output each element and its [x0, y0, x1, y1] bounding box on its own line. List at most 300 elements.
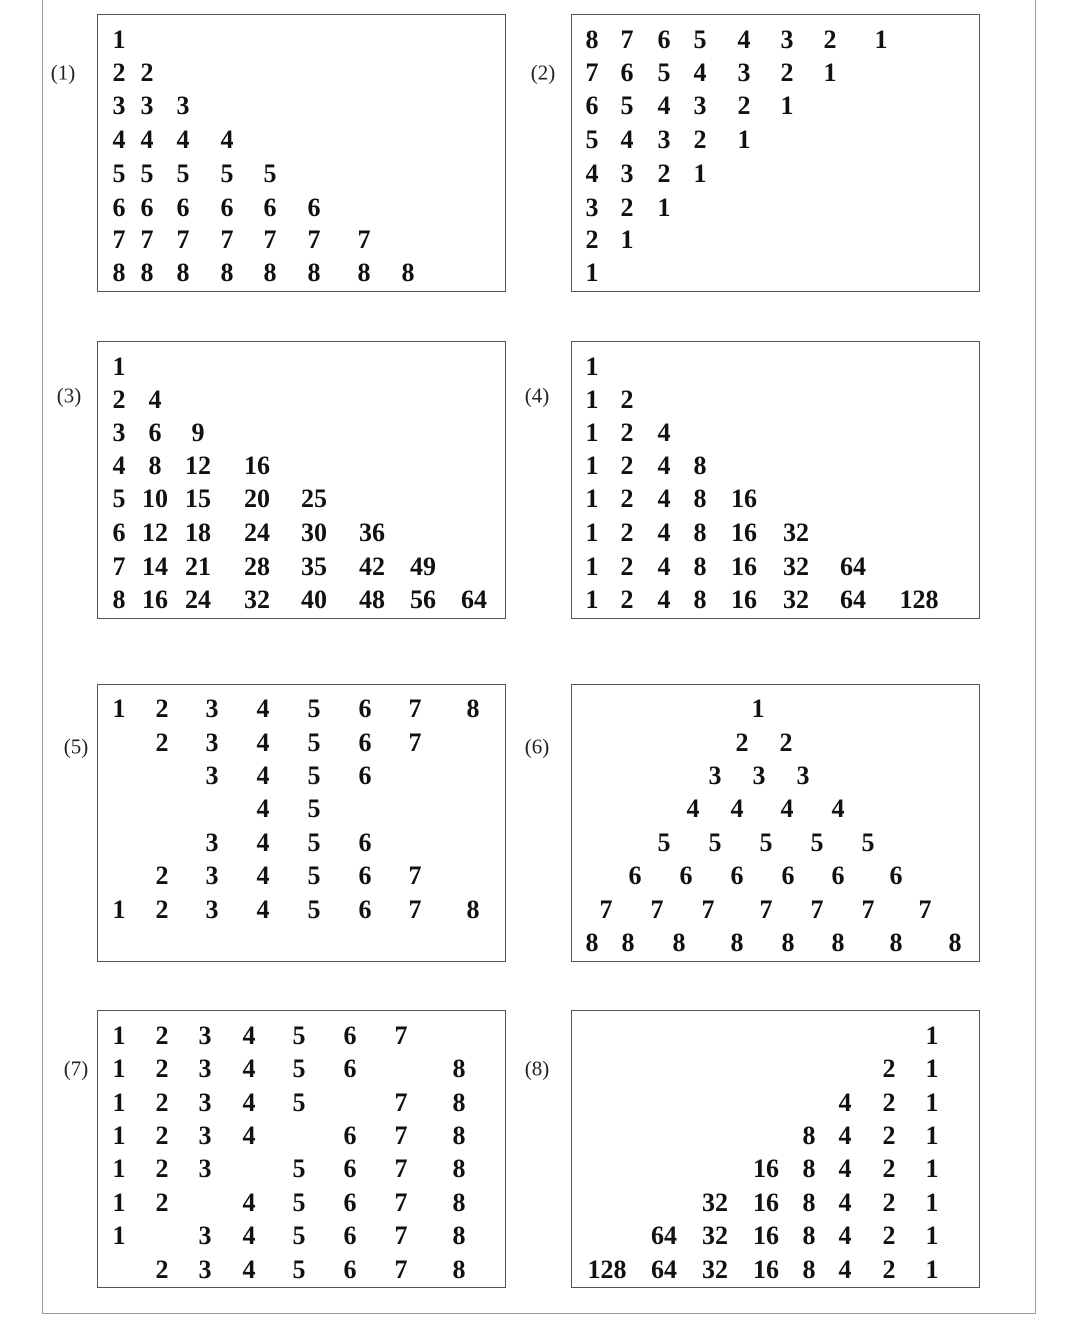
pattern-number: 6 — [831, 861, 845, 890]
pattern-number: 6 — [307, 193, 321, 222]
pattern-number: 7 — [176, 225, 190, 254]
pattern-number: 1 — [585, 484, 599, 513]
pattern-number: 1 — [874, 25, 888, 54]
pattern-number: 4 — [686, 794, 700, 823]
pattern-number: 5 — [292, 1054, 306, 1083]
pattern-number: 1 — [112, 25, 126, 54]
pattern-number: 3 — [205, 861, 219, 890]
pattern-number: 4 — [838, 1154, 852, 1183]
pattern-number: 2 — [620, 552, 634, 581]
pattern-number: 128 — [899, 585, 939, 614]
pattern-number: 5 — [307, 728, 321, 757]
pattern-number: 2 — [155, 1188, 169, 1217]
pattern-number: 1 — [112, 1154, 126, 1183]
pattern-number: 5 — [307, 761, 321, 790]
pattern-number: 4 — [242, 1255, 256, 1284]
pattern-number: 8 — [831, 928, 845, 957]
pattern-number: 7 — [408, 728, 422, 757]
pattern-number: 2 — [693, 125, 707, 154]
pattern-number: 7 — [394, 1221, 408, 1250]
pattern-number: 3 — [205, 728, 219, 757]
pattern-number: 4 — [176, 125, 190, 154]
pattern-number: 8 — [585, 928, 599, 957]
pattern-number: 6 — [358, 828, 372, 857]
pattern-number: 1 — [925, 1088, 939, 1117]
pattern-number: 12 — [142, 518, 168, 547]
pattern-number: 6 — [358, 861, 372, 890]
pattern-number: 4 — [242, 1054, 256, 1083]
pattern-number: 5 — [292, 1188, 306, 1217]
pattern-number: 7 — [918, 895, 932, 924]
pattern-number: 6 — [176, 193, 190, 222]
pattern-number: 36 — [359, 518, 385, 547]
pattern-number: 6 — [343, 1188, 357, 1217]
pattern-number: 24 — [244, 518, 270, 547]
pattern-number: 5 — [693, 25, 707, 54]
pattern-number: 1 — [925, 1255, 939, 1284]
pattern-number: 5 — [292, 1021, 306, 1050]
pattern-number: 8 — [672, 928, 686, 957]
pattern-number: 8 — [452, 1255, 466, 1284]
pattern-number: 4 — [838, 1221, 852, 1250]
pattern-number: 16 — [142, 585, 168, 614]
pattern-number: 4 — [242, 1088, 256, 1117]
pattern-number: 3 — [752, 761, 766, 790]
pattern-number: 32 — [702, 1221, 728, 1250]
pattern-number: 6 — [112, 518, 126, 547]
pattern-number: 2 — [112, 58, 126, 87]
pattern-number: 1 — [112, 1021, 126, 1050]
pattern-number: 64 — [840, 585, 866, 614]
pattern-label: (4) — [524, 383, 550, 408]
pattern-number: 5 — [176, 159, 190, 188]
pattern-number: 16 — [753, 1154, 779, 1183]
pattern-number: 56 — [410, 585, 436, 614]
pattern-number: 2 — [140, 58, 154, 87]
pattern-number: 7 — [585, 58, 599, 87]
pattern-number: 28 — [244, 552, 270, 581]
pattern-number: 4 — [148, 385, 162, 414]
pattern-number: 128 — [587, 1255, 627, 1284]
pattern-number: 8 — [148, 451, 162, 480]
pattern-number: 2 — [737, 91, 751, 120]
pattern-number: 2 — [585, 225, 599, 254]
pattern-number: 1 — [925, 1221, 939, 1250]
pattern-number: 6 — [657, 25, 671, 54]
pattern-number: 64 — [461, 585, 487, 614]
pattern-number: 3 — [140, 91, 154, 120]
pattern-number: 8 — [621, 928, 635, 957]
pattern-number: 5 — [112, 484, 126, 513]
pattern-number: 4 — [112, 451, 126, 480]
pattern-number: 20 — [244, 484, 270, 513]
pattern-number: 4 — [838, 1121, 852, 1150]
pattern-number: 1 — [112, 1221, 126, 1250]
pattern-number: 6 — [358, 728, 372, 757]
pattern-number: 3 — [112, 418, 126, 447]
pattern-number: 2 — [779, 728, 793, 757]
pattern-number: 2 — [155, 895, 169, 924]
pattern-number: 8 — [452, 1188, 466, 1217]
pattern-number: 3 — [585, 193, 599, 222]
pattern-number: 6 — [343, 1121, 357, 1150]
pattern-number: 4 — [657, 552, 671, 581]
pattern-number: 4 — [657, 585, 671, 614]
pattern-number: 12 — [185, 451, 211, 480]
pattern-number: 4 — [838, 1255, 852, 1284]
pattern-number: 3 — [198, 1088, 212, 1117]
pattern-number: 2 — [823, 25, 837, 54]
pattern-number: 32 — [702, 1188, 728, 1217]
pattern-number: 2 — [882, 1054, 896, 1083]
pattern-number: 1 — [925, 1054, 939, 1083]
pattern-number: 5 — [585, 125, 599, 154]
pattern-number: 16 — [244, 451, 270, 480]
pattern-number: 30 — [301, 518, 327, 547]
pattern-number: 3 — [198, 1255, 212, 1284]
pattern-number: 2 — [155, 861, 169, 890]
pattern-number: 8 — [452, 1088, 466, 1117]
pattern-number: 1 — [585, 418, 599, 447]
pattern-number: 6 — [343, 1054, 357, 1083]
pattern-number: 8 — [730, 928, 744, 957]
pattern-number: 2 — [882, 1221, 896, 1250]
pattern-number: 2 — [735, 728, 749, 757]
pattern-number: 10 — [142, 484, 168, 513]
pattern-number: 4 — [693, 58, 707, 87]
pattern-number: 4 — [242, 1221, 256, 1250]
pattern-number: 5 — [861, 828, 875, 857]
pattern-number: 6 — [112, 193, 126, 222]
pattern-number: 7 — [394, 1255, 408, 1284]
pattern-number: 2 — [882, 1121, 896, 1150]
pattern-number: 3 — [198, 1054, 212, 1083]
pattern-number: 16 — [753, 1188, 779, 1217]
pattern-number: 5 — [112, 159, 126, 188]
pattern-number: 3 — [112, 91, 126, 120]
pattern-number: 5 — [810, 828, 824, 857]
pattern-number: 2 — [155, 1021, 169, 1050]
pattern-number: 8 — [693, 484, 707, 513]
pattern-number: 7 — [112, 225, 126, 254]
pattern-number: 1 — [737, 125, 751, 154]
pattern-number: 4 — [112, 125, 126, 154]
pattern-number: 8 — [466, 694, 480, 723]
pattern-number: 5 — [307, 694, 321, 723]
pattern-number: 15 — [185, 484, 211, 513]
pattern-number: 1 — [585, 585, 599, 614]
pattern-number: 8 — [112, 585, 126, 614]
pattern-number: 5 — [292, 1088, 306, 1117]
pattern-number: 6 — [628, 861, 642, 890]
pattern-number: 8 — [802, 1154, 816, 1183]
pattern-number: 3 — [205, 694, 219, 723]
pattern-number: 3 — [205, 761, 219, 790]
pattern-number: 8 — [693, 552, 707, 581]
pattern-number: 32 — [244, 585, 270, 614]
pattern-number: 2 — [620, 585, 634, 614]
pattern-number: 7 — [810, 895, 824, 924]
pattern-number: 2 — [155, 1054, 169, 1083]
pattern-number: 7 — [620, 25, 634, 54]
pattern-number: 8 — [452, 1121, 466, 1150]
pattern-number: 8 — [452, 1054, 466, 1083]
pattern-number: 6 — [730, 861, 744, 890]
pattern-number: 4 — [657, 91, 671, 120]
pattern-number: 8 — [948, 928, 962, 957]
pattern-number: 3 — [205, 895, 219, 924]
pattern-number: 6 — [358, 761, 372, 790]
pattern-number: 4 — [838, 1088, 852, 1117]
pattern-number: 3 — [205, 828, 219, 857]
pattern-number: 1 — [751, 694, 765, 723]
pattern-number: 8 — [401, 258, 415, 287]
pattern-number: 3 — [198, 1221, 212, 1250]
pattern-number: 4 — [256, 694, 270, 723]
pattern-number: 4 — [220, 125, 234, 154]
pattern-number: 8 — [802, 1188, 816, 1217]
pattern-number: 8 — [693, 451, 707, 480]
pattern-number: 8 — [140, 258, 154, 287]
pattern-number: 3 — [198, 1021, 212, 1050]
pattern-number: 4 — [657, 518, 671, 547]
pattern-number: 7 — [701, 895, 715, 924]
pattern-number: 2 — [882, 1088, 896, 1117]
pattern-number: 1 — [780, 91, 794, 120]
pattern-number: 8 — [220, 258, 234, 287]
pattern-label: (1) — [50, 60, 76, 85]
pattern-number: 32 — [783, 552, 809, 581]
pattern-label: (7) — [63, 1056, 89, 1081]
pattern-number: 1 — [823, 58, 837, 87]
pattern-number: 2 — [155, 694, 169, 723]
pattern-number: 3 — [796, 761, 810, 790]
pattern-number: 5 — [307, 861, 321, 890]
pattern-number: 4 — [657, 484, 671, 513]
pattern-number: 5 — [657, 828, 671, 857]
pattern-number: 4 — [140, 125, 154, 154]
pattern-number: 5 — [292, 1255, 306, 1284]
pattern-number: 6 — [781, 861, 795, 890]
pattern-number: 6 — [220, 193, 234, 222]
pattern-number: 1 — [657, 193, 671, 222]
pattern-number: 1 — [585, 451, 599, 480]
pattern-number: 5 — [307, 794, 321, 823]
pattern-number: 7 — [394, 1021, 408, 1050]
pattern-number: 3 — [620, 159, 634, 188]
pattern-number: 1 — [585, 258, 599, 287]
pattern-number: 5 — [657, 58, 671, 87]
pattern-number: 1 — [925, 1121, 939, 1150]
pattern-number: 2 — [882, 1255, 896, 1284]
pattern-number: 4 — [730, 794, 744, 823]
pattern-number: 7 — [394, 1088, 408, 1117]
pattern-number: 4 — [242, 1121, 256, 1150]
pattern-number: 6 — [358, 694, 372, 723]
pattern-number: 1 — [620, 225, 634, 254]
pattern-number: 5 — [759, 828, 773, 857]
pattern-number: 8 — [263, 258, 277, 287]
pattern-number: 4 — [256, 895, 270, 924]
pattern-number: 1 — [925, 1188, 939, 1217]
pattern-number: 8 — [357, 258, 371, 287]
pattern-number: 7 — [357, 225, 371, 254]
pattern-number: 18 — [185, 518, 211, 547]
pattern-number: 2 — [620, 518, 634, 547]
pattern-number: 21 — [185, 552, 211, 581]
pattern-number: 42 — [359, 552, 385, 581]
pattern-number: 1 — [585, 518, 599, 547]
pattern-number: 8 — [781, 928, 795, 957]
pattern-number: 25 — [301, 484, 327, 513]
pattern-number: 5 — [307, 828, 321, 857]
pattern-number: 1 — [112, 352, 126, 381]
pattern-number: 7 — [394, 1154, 408, 1183]
pattern-label: (8) — [524, 1056, 550, 1081]
pattern-number: 6 — [343, 1255, 357, 1284]
pattern-number: 2 — [620, 451, 634, 480]
pattern-number: 5 — [307, 895, 321, 924]
pattern-number: 1 — [925, 1021, 939, 1050]
pattern-number: 8 — [802, 1121, 816, 1150]
pattern-number: 5 — [292, 1221, 306, 1250]
pattern-number: 4 — [256, 761, 270, 790]
pattern-number: 1 — [693, 159, 707, 188]
pattern-number: 64 — [651, 1221, 677, 1250]
pattern-number: 5 — [140, 159, 154, 188]
pattern-number: 7 — [408, 895, 422, 924]
pattern-number: 6 — [140, 193, 154, 222]
pattern-box-1 — [97, 14, 506, 292]
pattern-number: 48 — [359, 585, 385, 614]
pattern-number: 4 — [657, 451, 671, 480]
pattern-number: 3 — [657, 125, 671, 154]
pattern-number: 3 — [198, 1121, 212, 1150]
pattern-label: (5) — [63, 734, 89, 759]
pattern-number: 2 — [155, 1255, 169, 1284]
pattern-number: 3 — [737, 58, 751, 87]
pattern-number: 8 — [802, 1255, 816, 1284]
pattern-number: 4 — [585, 159, 599, 188]
pattern-number: 2 — [882, 1188, 896, 1217]
pattern-number: 2 — [112, 385, 126, 414]
pattern-number: 24 — [185, 585, 211, 614]
pattern-number: 7 — [408, 861, 422, 890]
pattern-number: 6 — [148, 418, 162, 447]
pattern-number: 1 — [585, 352, 599, 381]
pattern-number: 7 — [861, 895, 875, 924]
pattern-number: 5 — [620, 91, 634, 120]
pattern-number: 1 — [925, 1154, 939, 1183]
pattern-number: 64 — [840, 552, 866, 581]
pattern-number: 32 — [783, 585, 809, 614]
pattern-number: 8 — [693, 585, 707, 614]
pattern-number: 7 — [394, 1188, 408, 1217]
pattern-number: 16 — [731, 585, 757, 614]
pattern-number: 2 — [155, 1154, 169, 1183]
pattern-number: 4 — [242, 1021, 256, 1050]
pattern-number: 6 — [585, 91, 599, 120]
pattern-number: 32 — [783, 518, 809, 547]
pattern-number: 3 — [693, 91, 707, 120]
pattern-number: 8 — [176, 258, 190, 287]
pattern-number: 7 — [599, 895, 613, 924]
pattern-number: 3 — [176, 91, 190, 120]
pattern-number: 8 — [452, 1154, 466, 1183]
pattern-number: 2 — [155, 1088, 169, 1117]
pattern-number: 8 — [802, 1221, 816, 1250]
pattern-number: 4 — [780, 794, 794, 823]
pattern-number: 2 — [620, 484, 634, 513]
pattern-number: 4 — [256, 794, 270, 823]
pattern-number: 8 — [889, 928, 903, 957]
pattern-number: 4 — [256, 861, 270, 890]
pattern-number: 2 — [657, 159, 671, 188]
pattern-number: 6 — [343, 1221, 357, 1250]
pattern-number: 8 — [585, 25, 599, 54]
pattern-number: 7 — [140, 225, 154, 254]
pattern-number: 7 — [408, 694, 422, 723]
pattern-number: 64 — [651, 1255, 677, 1284]
pattern-number: 8 — [112, 258, 126, 287]
pattern-number: 1 — [585, 385, 599, 414]
pattern-number: 6 — [263, 193, 277, 222]
pattern-number: 2 — [155, 728, 169, 757]
pattern-number: 5 — [263, 159, 277, 188]
pattern-number: 7 — [112, 552, 126, 581]
pattern-number: 1 — [112, 1088, 126, 1117]
pattern-number: 16 — [731, 518, 757, 547]
pattern-number: 2 — [155, 1121, 169, 1150]
pattern-number: 6 — [679, 861, 693, 890]
pattern-number: 4 — [831, 794, 845, 823]
pattern-label: (2) — [530, 60, 556, 85]
pattern-number: 16 — [753, 1255, 779, 1284]
pattern-number: 4 — [242, 1188, 256, 1217]
pattern-number: 1 — [112, 1121, 126, 1150]
pattern-number: 1 — [112, 895, 126, 924]
pattern-number: 49 — [410, 552, 436, 581]
pattern-number: 1 — [585, 552, 599, 581]
pattern-number: 4 — [256, 828, 270, 857]
pattern-number: 16 — [731, 484, 757, 513]
pattern-number: 14 — [142, 552, 168, 581]
pattern-number: 8 — [466, 895, 480, 924]
pattern-number: 3 — [780, 25, 794, 54]
pattern-number: 1 — [112, 694, 126, 723]
pattern-label: (3) — [56, 383, 82, 408]
pattern-number: 5 — [292, 1154, 306, 1183]
pattern-number: 8 — [693, 518, 707, 547]
pattern-number: 35 — [301, 552, 327, 581]
pattern-number: 4 — [838, 1188, 852, 1217]
pattern-number: 6 — [889, 861, 903, 890]
pattern-number: 7 — [263, 225, 277, 254]
pattern-number: 4 — [256, 728, 270, 757]
pattern-number: 1 — [112, 1054, 126, 1083]
pattern-number: 5 — [220, 159, 234, 188]
pattern-number: 9 — [191, 418, 205, 447]
pattern-number: 2 — [882, 1154, 896, 1183]
pattern-number: 7 — [759, 895, 773, 924]
pattern-label: (6) — [524, 734, 550, 759]
pattern-number: 32 — [702, 1255, 728, 1284]
pattern-number: 16 — [731, 552, 757, 581]
pattern-number: 7 — [220, 225, 234, 254]
pattern-number: 16 — [753, 1221, 779, 1250]
pattern-number: 6 — [343, 1021, 357, 1050]
pattern-number: 8 — [452, 1221, 466, 1250]
